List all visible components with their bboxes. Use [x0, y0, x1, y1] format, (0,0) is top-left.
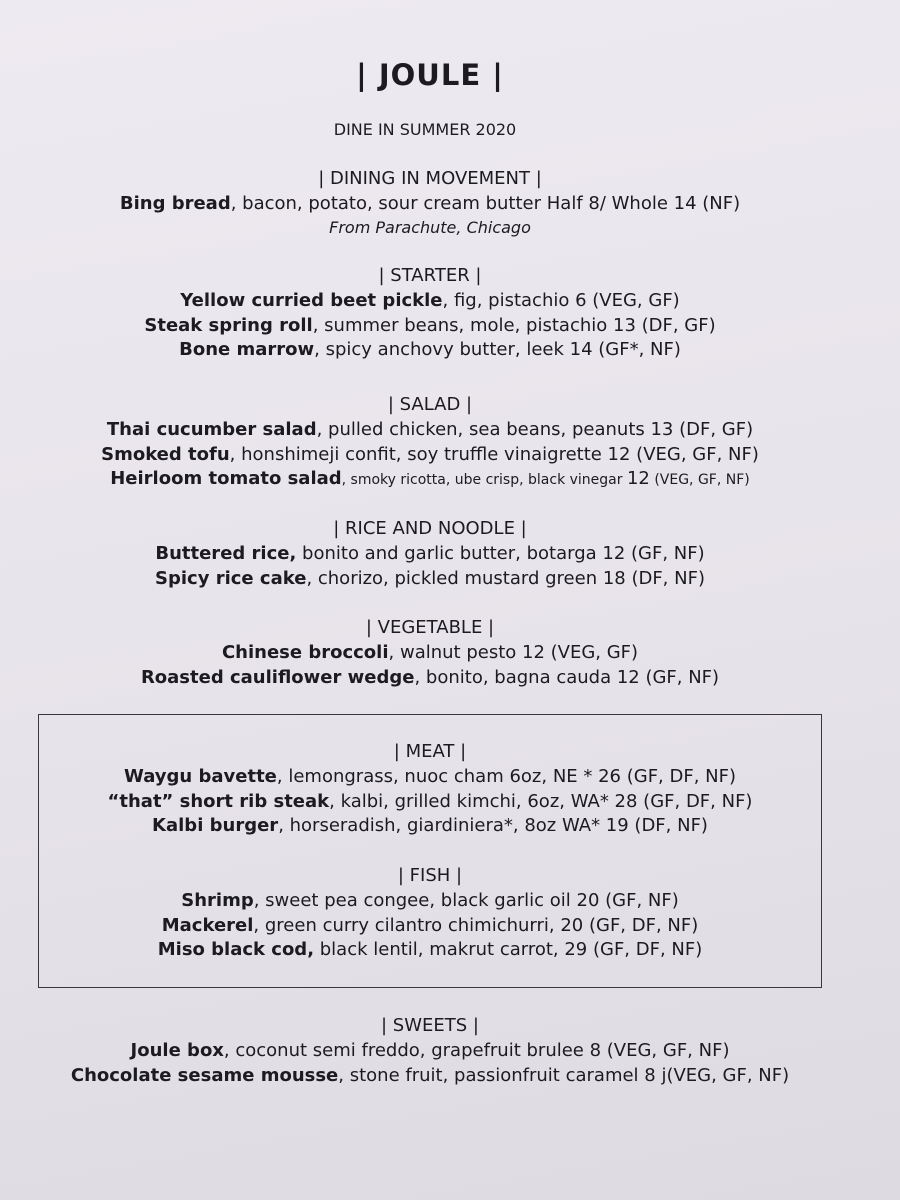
item-name: Mackerel [161, 914, 254, 936]
item-name: Joule box [130, 1040, 224, 1061]
section-dining [0, 166, 860, 239]
menu-item [0, 666, 860, 691]
menu-item [0, 938, 860, 963]
menu-item [0, 914, 860, 939]
item-tags: (VEG, GF, NF) [649, 472, 750, 488]
item-desc: , summer beans, mole, pistachio 13 (DF, GF) [312, 314, 716, 336]
item-name: Buttered rice, [155, 543, 297, 564]
menu-item [0, 814, 860, 839]
item-name: Chinese broccoli [221, 642, 389, 663]
item-price: 12 [626, 468, 650, 489]
item-name: Roasted cauliflower wedge [140, 666, 415, 688]
item-name: Thai cucumber salad [106, 419, 317, 440]
menu-item [0, 289, 860, 314]
item-name: Bone marrow [179, 339, 315, 360]
item-desc: , green curry cilantro chimichurri, 20 (GF, DF, NF) [253, 914, 699, 936]
item-desc: bonito and garlic butter, botarga 12 (GF, NF) [296, 543, 705, 564]
section-salad [0, 392, 860, 493]
item-desc: , spicy anchovy butter, leek 14 (GF*, NF) [314, 339, 681, 360]
menu-item [0, 418, 860, 443]
item-desc: , bacon, potato, sour cream butter Half 8/ Whole 14 (NF) [230, 193, 741, 214]
item-desc: , lemongrass, nuoc cham 6oz, NE * 26 (GF, DF, NF) [276, 766, 736, 787]
section-title: | STARTER | [378, 265, 482, 286]
menu-item [0, 338, 860, 363]
menu-item [0, 765, 860, 790]
menu-item [0, 542, 860, 567]
menu-item [0, 443, 860, 468]
item-desc: , kalbi, grilled kimchi, 6oz, WA* 28 (GF, DF, NF) [329, 790, 753, 812]
menu-item [0, 641, 860, 666]
item-name: Shrimp [181, 890, 254, 911]
item-name: Bing bread [119, 193, 231, 214]
section-title: | FISH | [397, 865, 463, 886]
item-desc: , chorizo, pickled mustard green 18 (DF, NF) [306, 567, 705, 589]
section-starter [0, 263, 860, 363]
menu-item [0, 567, 860, 592]
item-name: Smoked tofu [101, 443, 230, 465]
item-desc: , stone fruit, passionfruit caramel 8 j(VEG, GF, NF) [338, 1064, 790, 1086]
item-name: Heirloom tomato salad [110, 468, 342, 489]
menu-item [0, 889, 860, 914]
item-name: Yellow curried beet pickle [180, 290, 443, 311]
section-title: | VEGETABLE | [365, 617, 495, 638]
item-desc: , pulled chicken, sea beans, peanuts 13 (DF, GF) [316, 419, 754, 440]
item-desc: , horseradish, giardiniera*, 8oz WA* 19 (DF, NF) [278, 815, 708, 836]
item-name: Miso black cod, [157, 939, 315, 960]
item-name: Waygu bavette [123, 766, 277, 787]
item-desc: black lentil, makrut carrot, 29 (GF, DF, NF) [314, 939, 703, 960]
section-fish [0, 863, 860, 963]
menu-subtitle: DINE IN SUMMER 2020 [333, 120, 517, 139]
section-meat [0, 739, 860, 839]
item-desc: , walnut pesto 12 (VEG, GF) [388, 642, 639, 663]
item-name: Kalbi burger [152, 815, 279, 836]
item-name: Steak spring roll [144, 314, 313, 336]
item-name: Spicy rice cake [155, 567, 307, 589]
item-desc: , fig, pistachio 6 (VEG, GF) [442, 290, 680, 311]
item-desc: , smoky ricotta, ube crisp, black vinegar [341, 472, 627, 488]
section-title: | SALAD | [387, 394, 473, 415]
section-title: | MEAT | [393, 741, 467, 762]
section-title: | DINING IN MOVEMENT | [318, 168, 542, 189]
item-name: Chocolate sesame mousse [70, 1064, 339, 1086]
menu-item [0, 192, 860, 217]
item-name: “that” short rib steak [107, 790, 330, 812]
item-desc: , sweet pea congee, black garlic oil 20 (GF, NF) [253, 890, 679, 911]
section-rice-noodle [0, 516, 860, 591]
menu-item [0, 1064, 860, 1089]
menu-item [0, 467, 860, 493]
item-desc: , bonito, bagna cauda 12 (GF, NF) [414, 666, 720, 688]
section-sweets [0, 1013, 860, 1088]
item-desc: , honshimeji confit, soy truffle vinaigrette 12 (VEG, GF, NF) [229, 443, 759, 465]
item-desc: , coconut semi freddo, grapefruit brulee 8 (VEG, GF, NF) [223, 1040, 730, 1061]
section-vegetable [0, 615, 860, 690]
item-source-note: From Parachute, Chicago [329, 217, 531, 237]
menu-item [0, 790, 860, 815]
menu-item [0, 1039, 860, 1064]
restaurant-title: | JOULE | [356, 58, 504, 92]
menu-item [0, 314, 860, 339]
section-title: | SWEETS | [381, 1015, 479, 1036]
section-title: | RICE AND NOODLE | [333, 518, 527, 539]
